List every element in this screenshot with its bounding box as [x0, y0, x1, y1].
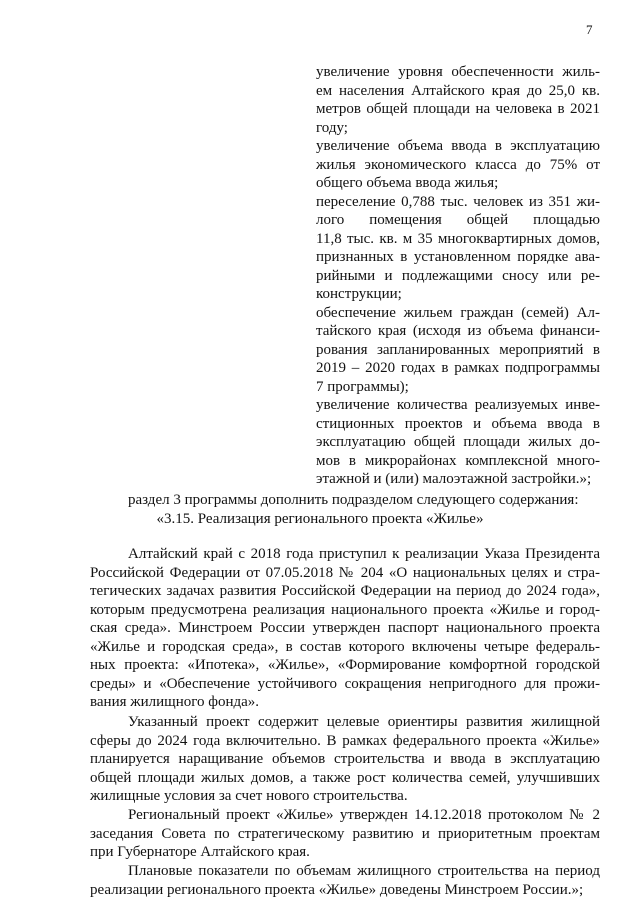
text-line: обеспечение жильем граждан (семей) Ал-	[316, 304, 600, 321]
text-line: которым предусмотрена реализация национального проекта «Жилье и город-	[90, 601, 600, 618]
text-line: 11,8 тыс. кв. м 35 многоквартирных домов,	[316, 230, 600, 247]
text-line: ем населения Алтайского края до 25,0 кв.	[316, 82, 600, 99]
text-line: лого помещения общей площадью	[316, 212, 600, 228]
text-line: общего объема ввода жилья;	[316, 175, 499, 191]
paragraph	[90, 806, 600, 862]
section-title-text: «3.15. Реализация регионального проекта «Жилье»	[156, 511, 484, 527]
text-line: Плановые показатели по объемам жилищного строительства на период	[128, 863, 600, 879]
text-line: этажной и (или) малоэтажной застройки.»;	[316, 471, 592, 487]
right-column-text	[316, 63, 600, 489]
section-intro-text: раздел 3 программы дополнить подразделом следующего содержания:	[128, 492, 579, 508]
text-line: рования запланированных мероприятий в	[316, 341, 600, 358]
text-line: тайского края (исходя из объема финанси-	[316, 323, 600, 339]
text-line: мов в микрорайонах комплексной много-	[316, 452, 600, 469]
text-line: ных проекта: «Ипотека», «Жилье», «Формирование комфортной городской	[90, 657, 600, 673]
text-line: Российской Федерации от 07.05.2018 № 204 «О национальных целях и стра-	[90, 564, 600, 581]
text-line: планируется наращивание объемов строительства и ввода в эксплуатацию	[90, 751, 600, 767]
text-line: увеличение уровня обеспеченности жиль-	[316, 64, 600, 80]
text-line: эксплуатацию общей площади жилых до-	[316, 434, 600, 450]
paragraph	[90, 545, 600, 712]
text-line: Указанный проект содержит целевые ориентиры развития жилищной	[128, 714, 600, 730]
text-line: Алтайский край с 2018 года приступил к реализации Указа Президента	[128, 546, 600, 562]
text-line: году;	[316, 119, 348, 136]
text-line: переселение 0,788 тыс. человек из 351 жи-	[316, 193, 600, 210]
page-number: 7	[586, 22, 593, 37]
text-line: заседания Совета по стратегическому развитию и приоритетным проектам	[90, 825, 600, 842]
text-line: метров общей площади на человека в 2021	[316, 101, 600, 117]
text-line: рийными и подлежащими сносу или ре-	[316, 267, 600, 284]
text-line: вания жилищного фонда».	[90, 694, 260, 710]
text-line: тегических задачах развития Российской Федерации на период до 2024 года»,	[90, 583, 600, 599]
text-line: Региональный проект «Жилье» утвержден 14.12.2018 протоколом № 2	[128, 807, 600, 823]
text-line: «Жилье и городская среда», в состав которого включены четыре федераль-	[90, 638, 600, 655]
text-line: признанных в установленном порядке ава-	[316, 249, 600, 265]
text-line: ская среда». Минстроем России утвержден паспорт национального проекта	[90, 620, 600, 636]
text-line: стиционных проектов и объема ввода в	[316, 415, 600, 432]
paragraph	[90, 713, 600, 806]
section-title	[0, 510, 640, 529]
paragraph	[90, 862, 600, 899]
text-line: сферы до 2024 года включительно. В рамках федерального проекта «Жилье»	[90, 732, 600, 749]
text-line: увеличение количества реализуемых инве-	[316, 397, 600, 413]
text-line: среды» и «Обеспечение устойчивого сокращения непригодного для прожи-	[90, 675, 600, 692]
text-line: 7 программы);	[316, 378, 409, 395]
text-line: при Губернаторе Алтайского края.	[90, 844, 310, 860]
text-line: увеличение объема ввода в эксплуатацию	[316, 138, 600, 154]
text-line: общей площади жилых домов, а также рост количества семей, улучшивших	[90, 769, 600, 786]
text-line: жилья экономического класса до 75% от	[316, 156, 600, 173]
text-line: реализации регионального проекта «Жилье» доведены Минстроем России.»;	[90, 881, 584, 898]
section-intro	[128, 491, 608, 510]
text-line: конструкции;	[316, 286, 402, 302]
text-line: жилищные условия за счет нового строительства.	[90, 788, 408, 804]
text-line: 2019 – 2020 годах в рамках подпрограммы	[316, 360, 600, 376]
